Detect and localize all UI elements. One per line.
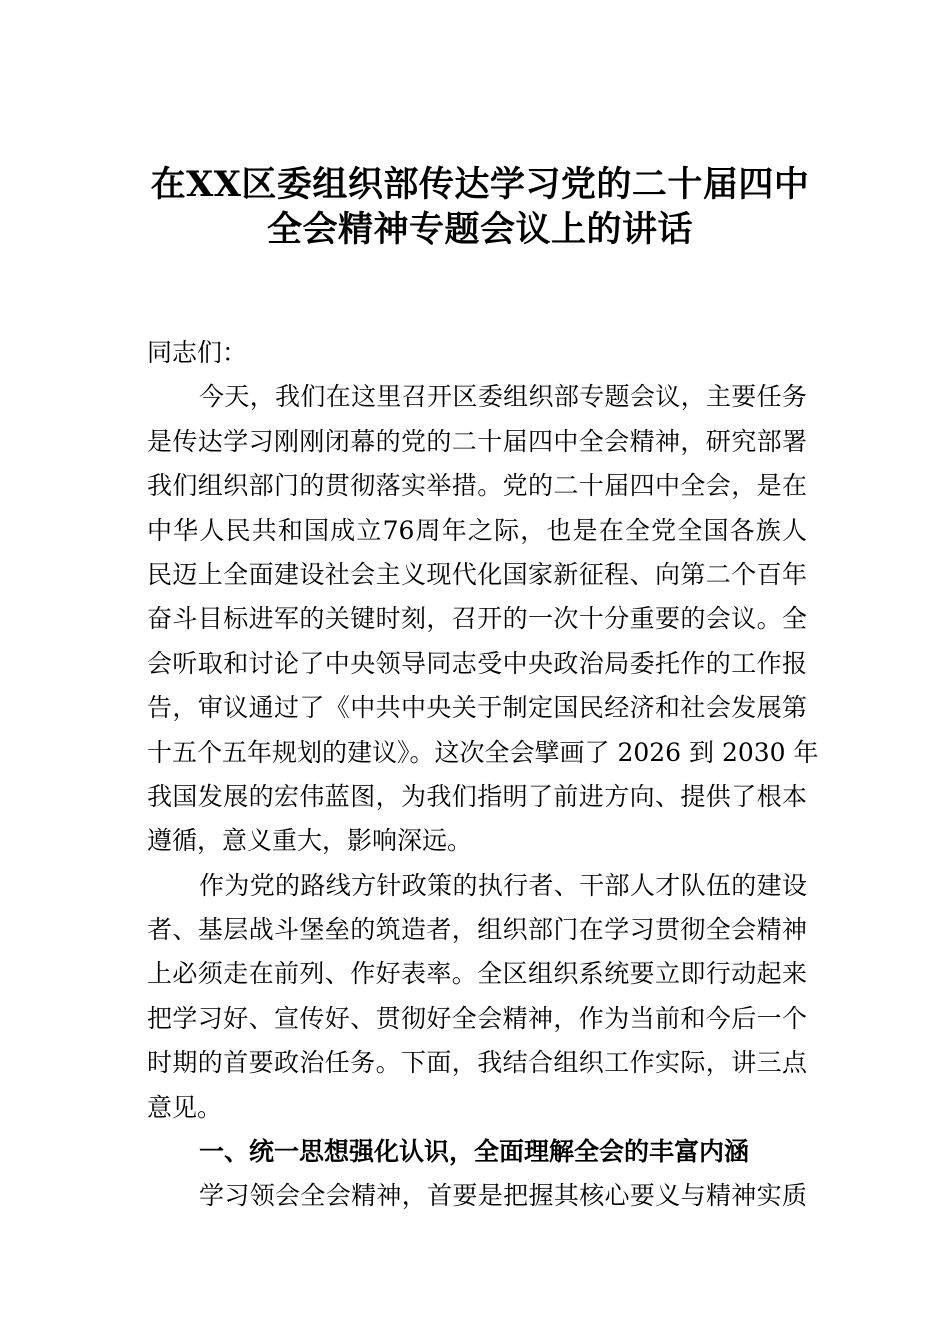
text-line: 民迈上全面建设社会主义现代化国家新征程、向第二个百年: [147, 559, 807, 589]
text-line: 作为党的路线方针政策的执行者、干部人才队伍的建设: [199, 870, 807, 900]
document-body: [147, 331, 819, 1219]
text-line: 同志们：: [147, 338, 248, 367]
text-line: 遵循，意义重大，影响深远。: [147, 826, 473, 856]
document-title-line-1: 在XX区委组织部传达学习党的二十届四中: [150, 164, 810, 205]
text-line: 我国发展的宏伟蓝图，为我们指明了前进方向、提供了根本: [147, 781, 807, 811]
text-line: 十五个五年规划的建议》。这次全会擘画了 2026 到 2030 年: [147, 737, 819, 767]
text-line: 中华人民共和国成立76周年之际，也是在全党全国各族人: [147, 515, 807, 545]
text-line: 我们组织部门的贯彻落实举措。党的二十届四中全会，是在: [147, 471, 807, 501]
text-line: 者、基层战斗堡垒的筑造者，组织部门在学习贯彻全会精神: [147, 915, 807, 945]
text-line: 把学习好、宣传好、贯彻好全会精神，作为当前和今后一个: [147, 1003, 807, 1033]
text-line: 今天，我们在这里召开区委组织部专题会议，主要任务: [199, 382, 807, 412]
text-line: 告，审议通过了《中共中央关于制定国民经济和社会发展第: [147, 693, 807, 723]
text-line: 是传达学习刚刚闭幕的党的二十届四中全会精神，研究部署: [147, 426, 807, 456]
text-line: 奋斗目标进军的关键时刻，召开的一次十分重要的会议。全: [147, 604, 807, 634]
text-line: 时期的首要政治任务。下面，我结合组织工作实际，讲三点: [147, 1048, 807, 1078]
text-line: 意见。: [147, 1092, 223, 1122]
text-line: 会听取和讨论了中央领导同志受中央政治局委托作的工作报: [147, 648, 807, 678]
text-line: 上必须走在前列、作好表率。全区组织系统要立即行动起来: [147, 959, 807, 989]
text-line: 学习领会全会精神，首要是把握其核心要义与精神实质: [199, 1181, 807, 1211]
section-heading: 一、统一思想强化认识，全面理解全会的丰富内涵: [199, 1137, 750, 1167]
document-title-line-2: 全会精神专题会议上的讲话: [266, 209, 693, 250]
